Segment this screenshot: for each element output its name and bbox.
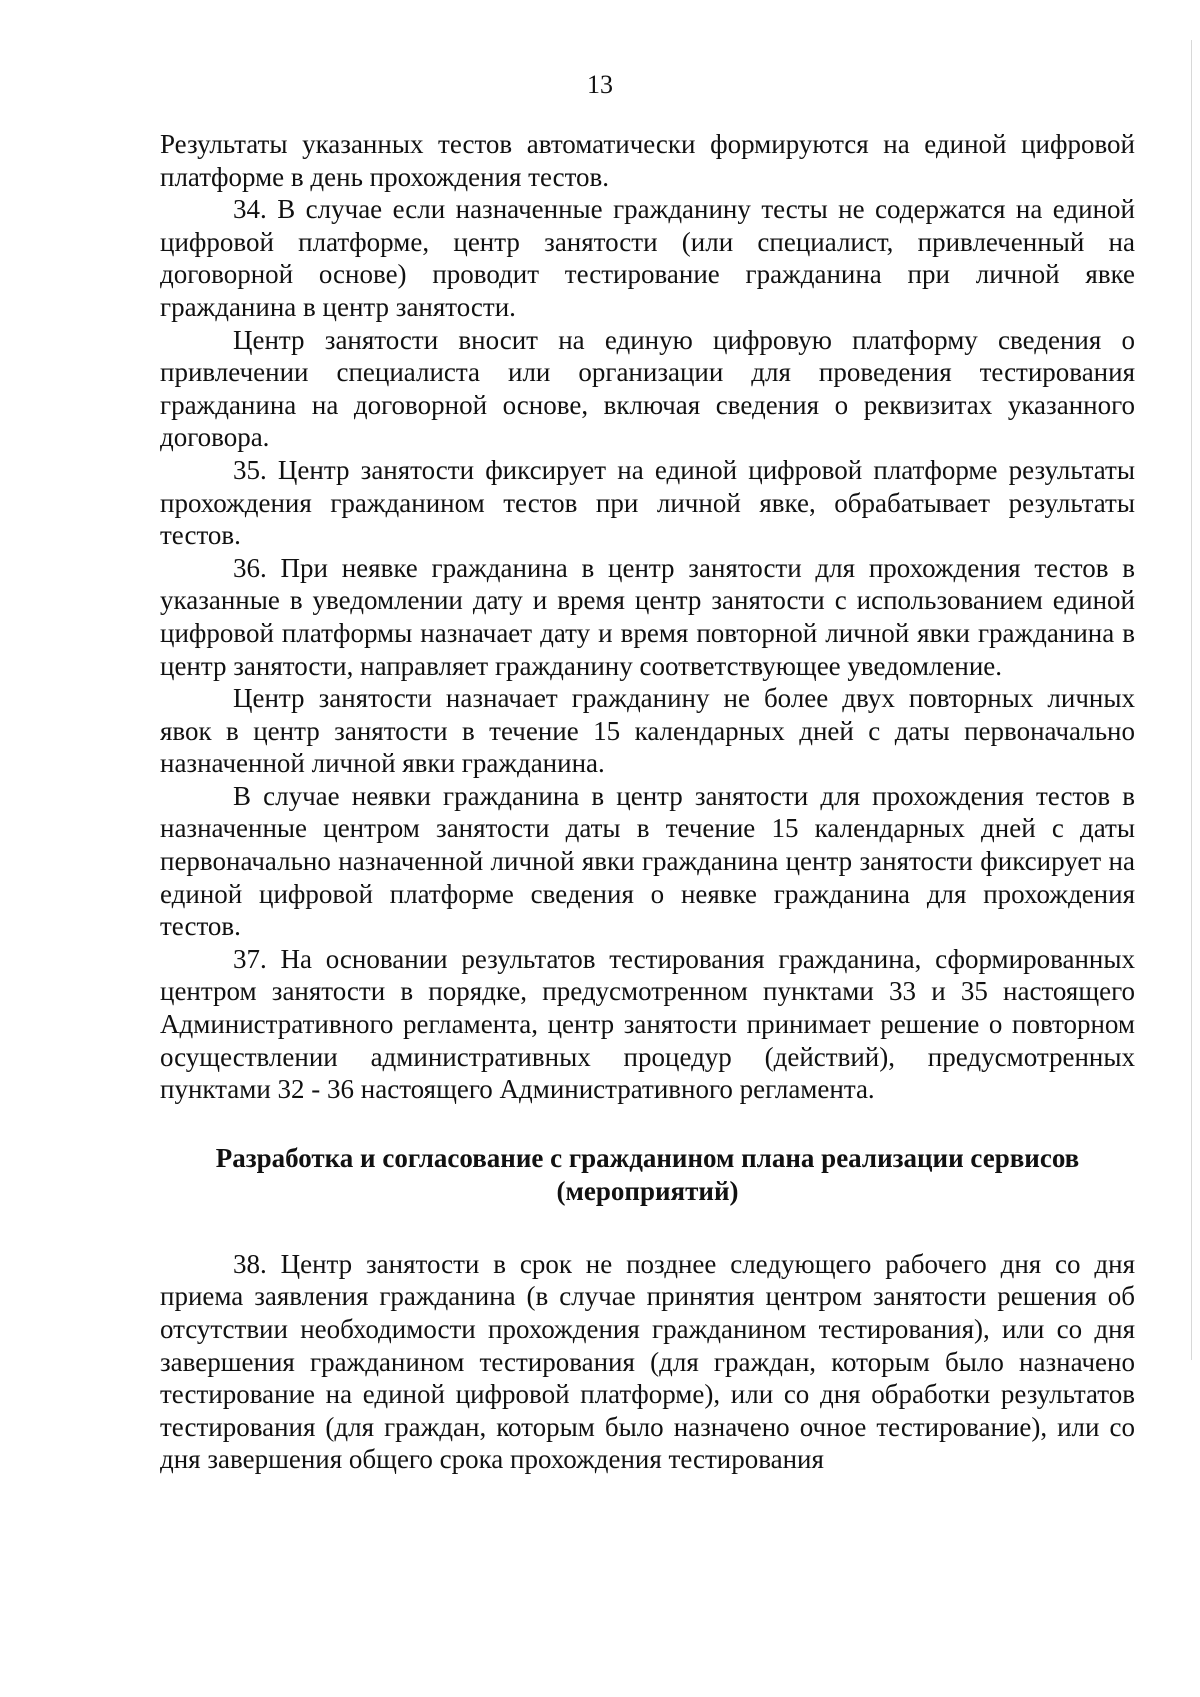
scan-edge-mark: [1191, 40, 1192, 1360]
page-number: 13: [587, 70, 613, 99]
paragraph-35: 35. Центр занятости фиксирует на единой цифровой платформе результаты прохождения гражданином тестов при личной явке, обрабатывает результаты тестов.: [160, 454, 1135, 551]
paragraph-36: 36. При неявке гражданина в центр занятости для прохождения тестов в указанные в уведомлении дату и время центр занятости с использованием единой цифровой платформы назначает дату и время повторной личной явки гражданина в центр занятости, направляет гражданину соответствующее уведомление.: [160, 552, 1135, 681]
paragraph-37: 37. На основании результатов тестирования гражданина, сформированных центром занятости в порядке, предусмотренном пунктами 33 и 35 настоящего Административного регламента, центр занятости принимает решение о повторном осуществлении административных процедур (действий), предусмотренных пунктами 32 - 36 настоящего Административного регламента.: [160, 943, 1135, 1105]
paragraph-36-part-2: Центр занятости назначает гражданину не более двух повторных личных явок в центр занятости в течение 15 календарных дней с даты первоначально назначенной личной явки гражданина.: [160, 683, 1135, 779]
section-heading: [160, 1142, 1135, 1208]
section-heading-line-1: Разработка и согласование с гражданином плана реализации сервисов: [215, 1142, 1080, 1173]
paragraph-34: 34. В случае если назначенные гражданину тесты не содержатся на единой цифровой платформе, центр занятости (или специалист, привлеченный на договорной основе) проводит тестирование гражданина при личной явке гражданина в центр занятости.: [160, 194, 1135, 322]
paragraph-36-part-3: В случае неявки гражданина в центр занятости для прохождения тестов в назначенные центром занятости даты в течение 15 календарных дней с даты первоначально назначенной личной явки гражданина центр занятости фиксирует на единой цифровой платформе сведения о неявке гражданина для прохождения тестов.: [160, 780, 1135, 942]
paragraph-continuation: Результаты указанных тестов автоматически формируются на единой цифровой платформе в день прохождения тестов.: [160, 129, 1135, 192]
section-heading-line-2: (мероприятий): [556, 1175, 739, 1206]
paragraph-34-part-2: Центр занятости вносит на единую цифровую платформу сведения о привлечении специалиста или организации для проведения тестирования гражданина на договорной основе, включая сведения о реквизитах указанного договора.: [160, 324, 1135, 453]
paragraph-38: 38. Центр занятости в срок не позднее следующего рабочего дня со дня приема заявления гражданина (в случае принятия центром занятости решения об отсутствии необходимости прохождения гражданином тестирования), или со дня завершения гражданином тестирования (для граждан, которым было назначено тестирование на единой цифровой платформе), или со дня обработки результатов тестирования (для граждан, которым было назначено очное тестирование), или со дня завершения общего срока прохождения тестирования: [160, 1248, 1135, 1475]
document-body: [160, 128, 1135, 1476]
